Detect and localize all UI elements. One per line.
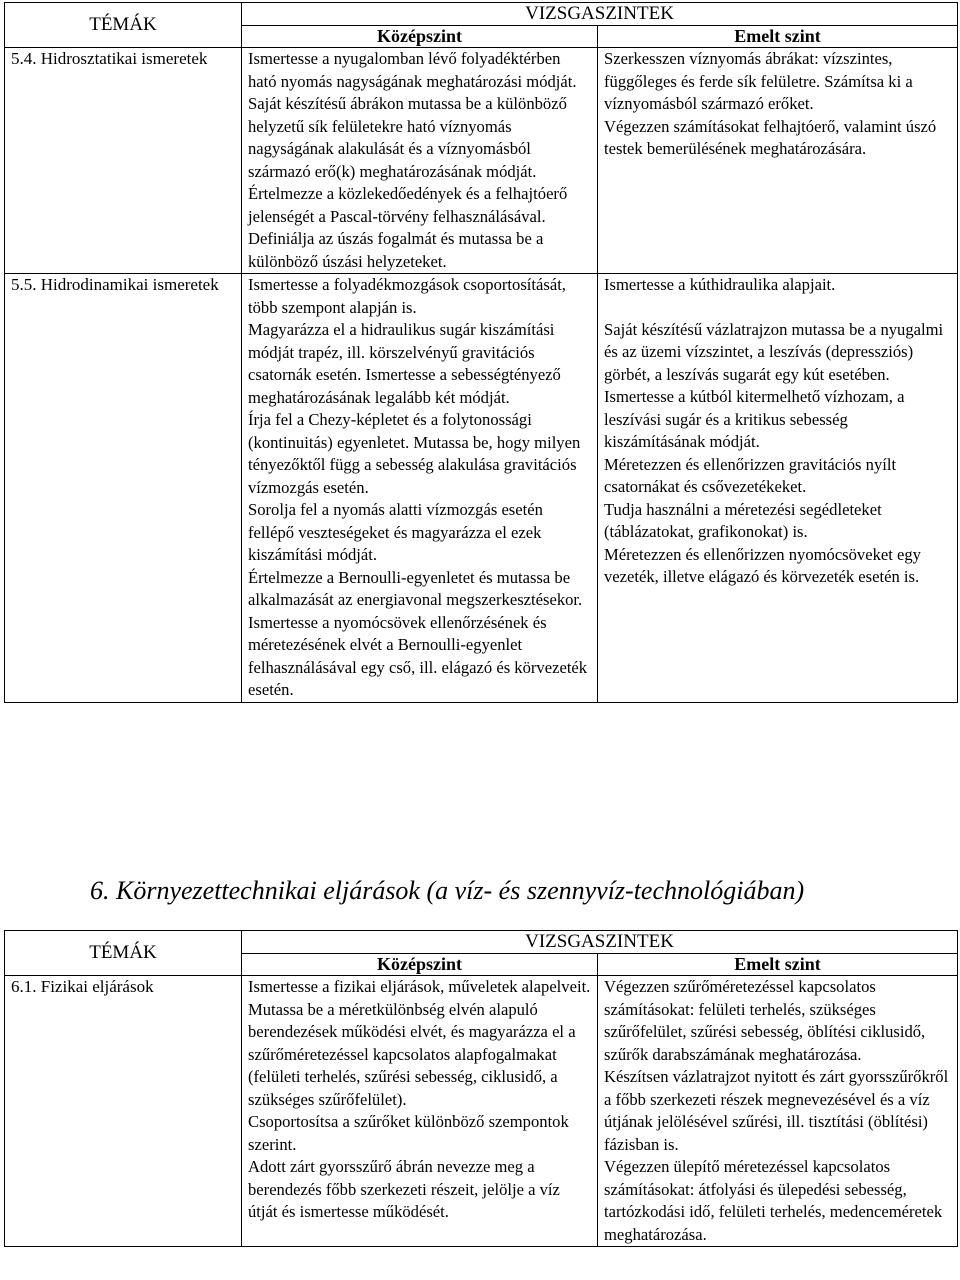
header-exam-levels: VIZSGASZINTEK bbox=[242, 931, 958, 954]
header-mid-level: Középszint bbox=[242, 26, 598, 48]
requirement-text: Írja fel a Chezy-képletet és a folytonossági (kontinuitás) egyenletet. Mutassa be, hogy milyen tényezőktől függ a sebesség alakulása gravitációs vízmozgás esetén. bbox=[248, 410, 581, 497]
topic-cell: 6.1. Fizikai eljárások bbox=[5, 976, 242, 1247]
header-topics: TÉMÁK bbox=[5, 3, 242, 48]
header-mid-level: Középszint bbox=[242, 954, 598, 976]
table-row bbox=[5, 976, 958, 1247]
requirement-text: Saját készítésű ábrákon mutassa be a különböző helyzetű sík felületekre ható víznyomás nagyságának alakulását és a víznyomásból származó erő(k) meghatározásának módját. bbox=[248, 94, 567, 181]
mid-level-cell bbox=[242, 274, 598, 703]
requirement-text: Tudja használni a méretezési segédleteket (táblázatokat, grafikonokat) is. bbox=[604, 499, 882, 541]
requirement-text: Magyarázza el a hidraulikus sugár kiszámítási módját trapéz, ill. körszelvényű gravitációs csatornák esetén. Ismertesse a sebességtényező meghatározásának legalább két módját. bbox=[248, 320, 561, 407]
requirement-text: Méretezzen és ellenőrizzen nyomócsöveket egy vezeték, illetve elágazó és körvezeték esetén is. bbox=[604, 544, 921, 586]
header-adv-level: Emelt szint bbox=[598, 954, 958, 976]
table-row bbox=[5, 274, 958, 703]
topics-table-2 bbox=[4, 930, 958, 1247]
requirement-text: Ismertesse a kúthidraulika alapjait. bbox=[604, 275, 836, 294]
requirement-text: Ismertesse a folyadékmozgások csoportosítását, több szempont alapján is. bbox=[248, 275, 566, 317]
requirement-text: Készítsen vázlatrajzot nyitott és zárt gyorsszűrőkről a főbb szerkezeti részek megnevezésével és a víz útjának jelölésével szűrési, ill. tisztítási (öblítési) fázisban is. bbox=[604, 1067, 949, 1154]
requirement-text: Értelmezze a közlekedőedények és a felhajtóerő jelenségét a Pascal-törvény felhasználásával. bbox=[248, 184, 568, 226]
adv-level-cell bbox=[598, 976, 958, 1247]
requirement-text: Végezzen számításokat felhajtóerő, valamint úszó testek bemerülésének meghatározására. bbox=[604, 116, 937, 158]
requirement-text: Mutassa be a méretkülönbség elvén alapuló berendezések működési elvét, és magyarázza el a szűrőméretezéssel kapcsolatos alapfogalmakat (felületi terhelés, szűrési sebesség, ciklusidő, a szükséges szűrőfelület). bbox=[248, 999, 576, 1109]
topic-cell: 5.5. Hidrodinamikai ismeretek bbox=[5, 274, 242, 703]
mid-level-cell bbox=[242, 48, 598, 274]
header-topics: TÉMÁK bbox=[5, 931, 242, 976]
requirement-text: Saját készítésű vázlatrajzon mutassa be a nyugalmi és az üzemi vízszintet, a leszívás (depressziós) görbét, a leszívás sugarát egy kút esetében. Ismertesse a kútból kitermelhető vízhozam, a leszívási sugár és a kritikus sebesség kiszámításának módját. bbox=[604, 319, 944, 451]
requirement-text: Adott zárt gyorsszűrő ábrán nevezze meg a berendezés főbb szerkezeti részeit, jelölje a víz útját és ismertesse működését. bbox=[248, 1157, 560, 1221]
requirement-text: Ismertesse a fizikai eljárások, műveletek alapelveit. bbox=[248, 977, 591, 996]
adv-level-cell bbox=[598, 274, 958, 703]
section-title: 6. Környezettechnikai eljárások (a víz- és szennyvíz-technológiában) bbox=[90, 876, 805, 905]
requirement-text: Definiálja az úszás fogalmát és mutassa be a különböző úszási helyzeteket. bbox=[248, 229, 544, 271]
requirement-text: Szerkesszen víznyomás ábrákat: vízszintes, függőleges és ferde sík felületre. Számítsa ki a víznyomásból származó erőket. bbox=[604, 49, 913, 113]
mid-level-cell bbox=[242, 976, 598, 1247]
requirement-text: Végezzen szűrőméretezéssel kapcsolatos számításokat: felületi terhelés, szükséges szűrőfelület, szűrési sebesség, öblítési ciklusidő, szűrők darabszámának meghatározása. bbox=[604, 977, 926, 1064]
header-adv-level: Emelt szint bbox=[598, 26, 958, 48]
requirement-text: Méretezzen és ellenőrizzen gravitációs nyílt csatornákat és csővezetékeket. bbox=[604, 454, 897, 496]
requirement-text: Végezzen ülepítő méretezéssel kapcsolatos számításokat: átfolyási és ülepedési sebesség, tartózkodási idő, felületi terhelés, medenceméretek meghatározása. bbox=[604, 1157, 943, 1244]
table-row bbox=[5, 48, 958, 274]
requirement-text: Sorolja fel a nyomás alatti vízmozgás esetén fellépő veszteségeket és magyarázza el ezek kiszámítási módját. bbox=[248, 500, 543, 564]
topics-table-1 bbox=[4, 2, 958, 703]
requirement-text: Ismertesse a nyomócsövek ellenőrzésének és méretezésének elvét a Bernoulli-egyenlet felhasználásával egy cső, ill. elágazó és körvezeték esetén. bbox=[248, 612, 588, 699]
requirement-text: Csoportosítsa a szűrőket különböző szempontok szerint. bbox=[248, 1112, 569, 1154]
requirement-text: Ismertesse a nyugalomban lévő folyadéktérben ható nyomás nagyságának meghatározási módját. bbox=[248, 49, 577, 91]
topic-cell: 5.4. Hidrosztatikai ismeretek bbox=[5, 48, 242, 274]
header-exam-levels: VIZSGASZINTEK bbox=[242, 3, 958, 26]
adv-level-cell bbox=[598, 48, 958, 274]
requirement-text: Értelmezze a Bernoulli-egyenletet és mutassa be alkalmazását az energiavonal megszerkesztésekor. bbox=[248, 567, 583, 609]
